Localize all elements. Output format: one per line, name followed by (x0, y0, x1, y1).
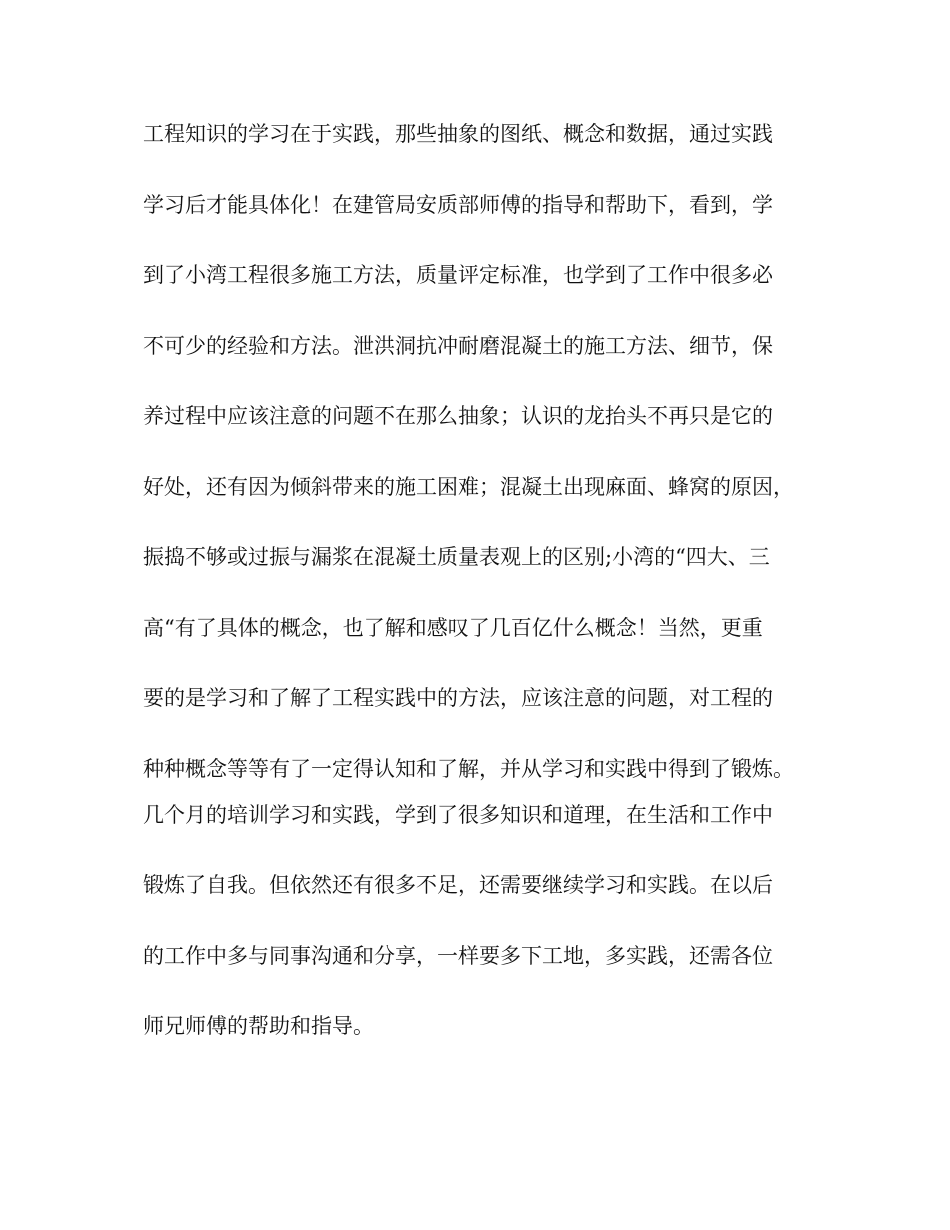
text-line: 高“有了具体的概念，也了解和感叹了几百亿什么概念！当然，更重 (143, 615, 763, 640)
text-line: 好处，还有因为倾斜带来的施工困难；混凝土出现麻面、蜂窝的原因， (143, 474, 794, 499)
text-line: 种种概念等等有了一定得认知和了解，并从学习和实践中得到了锻炼。 (143, 756, 794, 781)
text-line: 工程知识的学习在于实践，那些抽象的图纸、概念和数据，通过实践 (143, 122, 773, 146)
body-text (143, 122, 813, 1038)
text-line: 不可少的经验和方法。泄洪洞抗冲耐磨混凝土的施工方法、细节，保 (143, 333, 773, 358)
text-line: 锻炼了自我。但依然还有很多不足，还需要继续学习和实践。在以后 (143, 873, 773, 897)
text-line: 几个月的培训学习和实践，学到了很多知识和道理，在生活和工作中 (143, 802, 773, 827)
text-line: 到了小湾工程很多施工方法，质量评定标准，也学到了工作中很多必 (143, 263, 773, 287)
text-line: 的工作中多与同事沟通和分享，一样要多下工地，多实践，还需各位 (143, 943, 773, 968)
text-line: 振捣不够或过振与漏浆在混凝土质量表观上的区别;小湾的“四大、三 (143, 545, 770, 569)
text-line: 师兄师傅的帮助和指导。 (143, 1014, 374, 1038)
text-line: 学习后才能具体化！在建管局安质部师傅的指导和帮助下，看到，学 (143, 192, 773, 217)
text-line: 养过程中应该注意的问题不在那么抽象；认识的龙抬头不再只是它的 (143, 404, 773, 428)
text-line: 要的是学习和了解了工程实践中的方法，应该注意的问题，对工程的 (143, 686, 773, 710)
